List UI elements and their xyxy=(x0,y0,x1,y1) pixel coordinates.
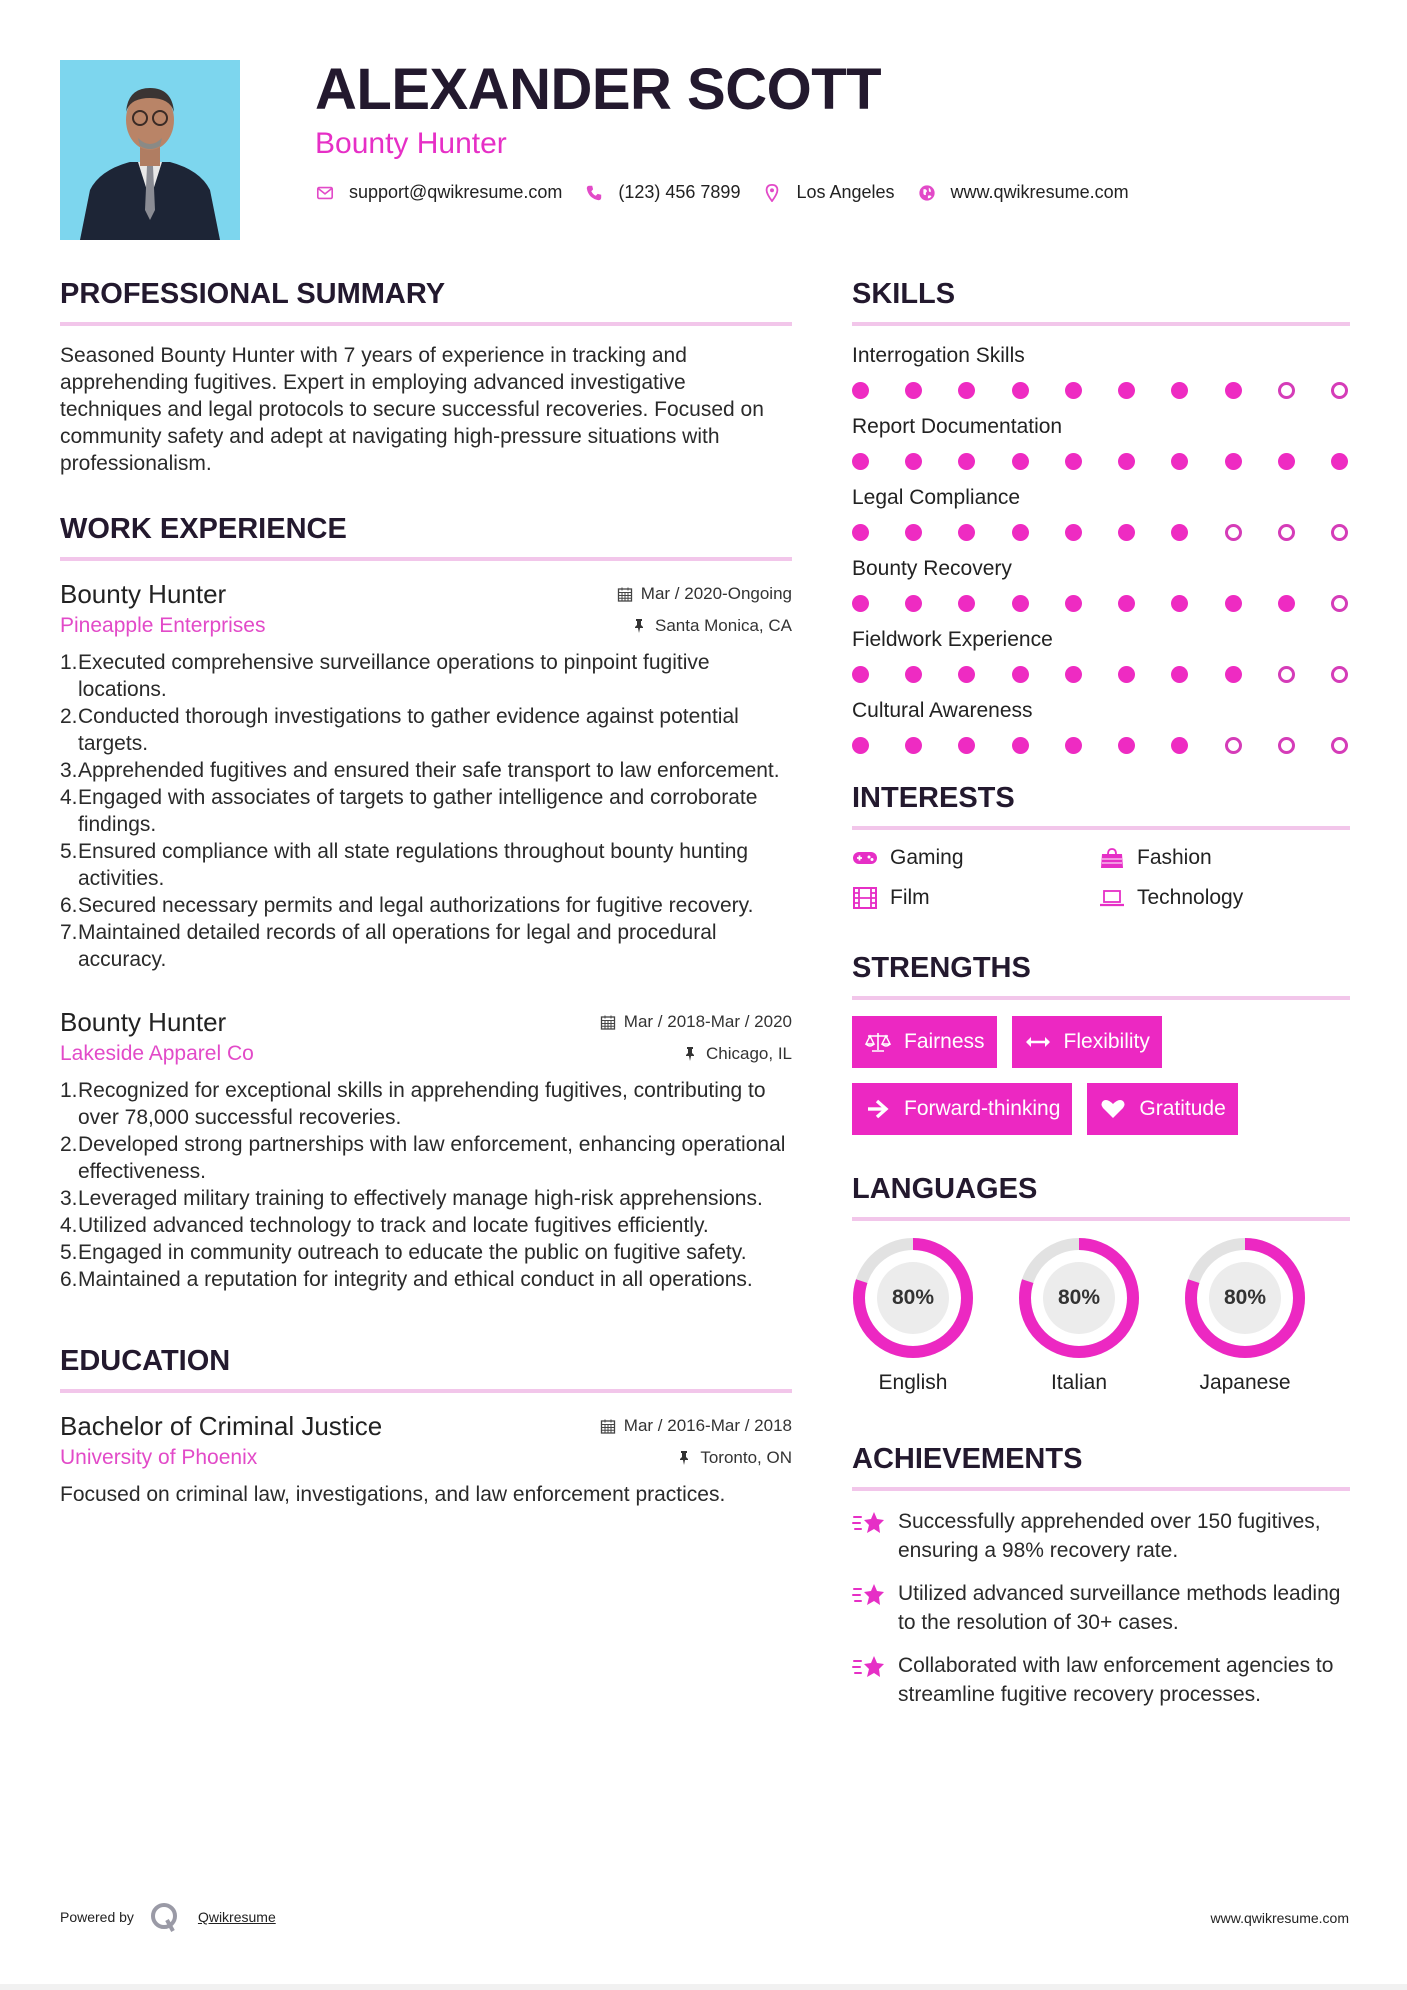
section-heading: STRENGTHS xyxy=(852,952,1031,984)
heart-icon xyxy=(1099,1098,1127,1120)
job-location xyxy=(631,616,792,636)
rating-dot-filled-icon xyxy=(1012,737,1029,754)
job-bullet: 1. Recognized for exceptional skills in apprehending fugitives, contributing to over 78,000 successful recoveries. xyxy=(60,1079,766,1129)
job-dates xyxy=(617,584,792,604)
interest-label: Technology xyxy=(1137,886,1244,909)
job-bullet: 5. Engaged in community outreach to educate the public on fugitive safety. xyxy=(60,1241,747,1264)
rating-dot-filled-icon xyxy=(852,737,869,754)
rating-dot-filled-icon xyxy=(1171,666,1188,683)
job-location xyxy=(682,1044,792,1064)
job-dates-text: Mar / 2020-Ongoing xyxy=(640,584,792,603)
section-divider xyxy=(852,1487,1350,1491)
section-heading: WORK EXPERIENCE xyxy=(60,513,347,545)
rating-dot-empty-icon xyxy=(1331,595,1348,612)
skill-rating xyxy=(852,524,1350,541)
left-column xyxy=(60,276,792,1508)
skill-item xyxy=(852,626,1350,683)
skill-rating xyxy=(852,453,1350,470)
language-item xyxy=(852,1237,974,1395)
education-dates-text: Mar / 2016-Mar / 2018 xyxy=(623,1416,792,1435)
strength-chip xyxy=(852,1083,1072,1135)
education-description: Focused on criminal law, investigations, and law enforcement practices. xyxy=(60,1483,726,1506)
strengths-section xyxy=(852,950,1350,1135)
strength-label: Gratitude xyxy=(1139,1097,1226,1120)
rating-dot-filled-icon xyxy=(1225,453,1242,470)
rating-dot-filled-icon xyxy=(1065,524,1082,541)
rating-dot-filled-icon xyxy=(1171,524,1188,541)
rating-dot-empty-icon xyxy=(1331,666,1348,683)
achievement-text: Collaborated with law enforcement agencies to streamline fugitive recovery processes. xyxy=(898,1654,1334,1706)
rating-dot-filled-icon xyxy=(852,666,869,683)
arrow-right-icon xyxy=(864,1098,892,1120)
contact-phone[interactable] xyxy=(584,182,740,203)
experience-section xyxy=(60,511,792,1293)
section-divider xyxy=(60,322,792,326)
language-item xyxy=(1184,1237,1306,1395)
rating-dot-filled-icon xyxy=(1278,595,1295,612)
job-dates xyxy=(600,1012,792,1032)
rating-dot-filled-icon xyxy=(1118,666,1135,683)
interest-item xyxy=(1099,886,1346,910)
rating-dot-filled-icon xyxy=(958,737,975,754)
language-name: English xyxy=(878,1371,948,1394)
skill-name: Cultural Awareness xyxy=(852,699,1033,722)
rating-dot-filled-icon xyxy=(1171,595,1188,612)
section-heading: PROFESSIONAL SUMMARY xyxy=(60,278,446,310)
qwikresume-logo-icon xyxy=(148,1900,182,1934)
rating-dot-filled-icon xyxy=(958,453,975,470)
map-pin-icon xyxy=(762,183,782,203)
candidate-name: ALEXANDER SCOTT xyxy=(315,57,882,122)
rating-dot-filled-icon xyxy=(1012,382,1029,399)
section-heading: EDUCATION xyxy=(60,1345,231,1377)
education-location xyxy=(676,1448,792,1468)
calendar-icon xyxy=(600,1418,616,1434)
strength-label: Fairness xyxy=(904,1030,985,1053)
job-company: Pineapple Enterprises xyxy=(60,614,266,637)
pushpin-icon xyxy=(631,618,647,634)
section-heading: INTERESTS xyxy=(852,782,1015,814)
person-portrait-icon xyxy=(60,60,240,240)
interest-item xyxy=(852,846,1099,870)
achievement-item xyxy=(852,1651,1350,1709)
interests-section xyxy=(852,780,1350,910)
skill-rating xyxy=(852,666,1350,683)
rating-dot-filled-icon xyxy=(1118,737,1135,754)
rating-dot-filled-icon xyxy=(1225,666,1242,683)
school-name: University of Phoenix xyxy=(60,1446,258,1469)
job-bullet: 3. Apprehended fugitives and ensured their safe transport to law enforcement. xyxy=(60,759,780,782)
interest-label: Gaming xyxy=(890,846,964,869)
shooting-star-icon xyxy=(852,1509,886,1539)
rating-dot-filled-icon xyxy=(958,382,975,399)
rating-dot-filled-icon xyxy=(1331,453,1348,470)
pushpin-icon xyxy=(682,1046,698,1062)
skill-item xyxy=(852,697,1350,754)
job-bullet: 4. Utilized advanced technology to track and locate fugitives efficiently. xyxy=(60,1214,709,1237)
film-icon xyxy=(852,887,878,909)
education-location-text: Toronto, ON xyxy=(700,1448,792,1467)
rating-dot-empty-icon xyxy=(1278,666,1295,683)
rating-dot-filled-icon xyxy=(905,595,922,612)
balance-scale-icon xyxy=(864,1031,892,1053)
languages-section xyxy=(852,1171,1350,1395)
job-bullet: 6. Maintained a reputation for integrity and ethical conduct in all operations. xyxy=(60,1268,753,1291)
summary-text: Seasoned Bounty Hunter with 7 years of experience in tracking and apprehending fugitives. Expert in employing advanced investigative techniques and legal protocols to secure successful recoveries. Focused on community safety and adept at navigating high-pressure situations with professionalism. xyxy=(60,344,764,475)
contact-website[interactable] xyxy=(917,182,1129,203)
rating-dot-filled-icon xyxy=(1118,453,1135,470)
rating-dot-filled-icon xyxy=(1118,595,1135,612)
job-entry xyxy=(60,577,792,973)
rating-dot-filled-icon xyxy=(1225,595,1242,612)
language-progress-ring xyxy=(1184,1237,1306,1359)
rating-dot-filled-icon xyxy=(1065,666,1082,683)
job-bullet: 7. Maintained detailed records of all operations for legal and procedural accuracy. xyxy=(60,921,717,971)
rating-dot-filled-icon xyxy=(905,453,922,470)
job-bullet: 3. Leveraged military training to effectively manage high-risk apprehensions. xyxy=(60,1187,763,1210)
degree-title: Bachelor of Criminal Justice xyxy=(60,1411,383,1441)
rating-dot-filled-icon xyxy=(1171,737,1188,754)
phone-icon xyxy=(584,183,604,203)
language-percent: 80% xyxy=(1057,1286,1101,1309)
rating-dot-filled-icon xyxy=(905,737,922,754)
job-bullet: 6. Secured necessary permits and legal authorizations for fugitive recovery. xyxy=(60,894,754,917)
rating-dot-filled-icon xyxy=(1065,382,1082,399)
rating-dot-filled-icon xyxy=(1118,382,1135,399)
section-heading: ACHIEVEMENTS xyxy=(852,1443,1083,1475)
skill-item xyxy=(852,413,1350,470)
candidate-title: Bounty Hunter xyxy=(315,127,507,160)
rating-dot-filled-icon xyxy=(852,595,869,612)
rating-dot-filled-icon xyxy=(1171,382,1188,399)
rating-dot-empty-icon xyxy=(1278,382,1295,399)
job-dates-text: Mar / 2018-Mar / 2020 xyxy=(623,1012,792,1031)
rating-dot-empty-icon xyxy=(1278,737,1295,754)
skill-name: Report Documentation xyxy=(852,415,1063,438)
language-percent: 80% xyxy=(891,1286,935,1309)
globe-icon xyxy=(917,183,937,203)
skill-name: Fieldwork Experience xyxy=(852,628,1053,651)
rating-dot-filled-icon xyxy=(852,453,869,470)
job-bullets xyxy=(60,1077,792,1293)
section-heading: LANGUAGES xyxy=(852,1173,1038,1205)
achievement-text: Utilized advanced surveillance methods leading to the resolution of 30+ cases. xyxy=(898,1582,1341,1634)
gamepad-icon xyxy=(852,847,878,869)
interest-item xyxy=(852,886,1099,910)
rating-dot-empty-icon xyxy=(1225,524,1242,541)
job-company: Lakeside Apparel Co xyxy=(60,1042,254,1065)
shooting-star-icon xyxy=(852,1653,886,1683)
rating-dot-empty-icon xyxy=(1225,737,1242,754)
rating-dot-filled-icon xyxy=(1118,524,1135,541)
rating-dot-filled-icon xyxy=(852,524,869,541)
job-title: Bounty Hunter xyxy=(60,1007,227,1037)
skill-name: Legal Compliance xyxy=(852,486,1021,509)
powered-by-label: Powered by xyxy=(60,1909,134,1925)
language-name: Italian xyxy=(1050,1371,1108,1394)
job-entry xyxy=(60,1005,792,1293)
section-divider xyxy=(852,1217,1350,1221)
rating-dot-empty-icon xyxy=(1278,524,1295,541)
job-bullet: 5. Ensured compliance with all state regulations throughout bounty hunting activities. xyxy=(60,840,749,890)
rating-dot-filled-icon xyxy=(905,524,922,541)
rating-dot-filled-icon xyxy=(1278,453,1295,470)
contact-location-text: Los Angeles xyxy=(796,182,895,202)
summary-section xyxy=(60,276,792,477)
contact-location xyxy=(762,182,894,203)
achievement-item xyxy=(852,1507,1350,1565)
interest-label: Fashion xyxy=(1137,846,1212,869)
job-location-text: Chicago, IL xyxy=(706,1044,792,1063)
skill-rating xyxy=(852,595,1350,612)
job-bullet: 2. Developed strong partnerships with law enforcement, enhancing operational effectiveness. xyxy=(60,1133,786,1183)
rating-dot-filled-icon xyxy=(1012,666,1029,683)
language-percent: 80% xyxy=(1223,1286,1267,1309)
pushpin-icon xyxy=(676,1450,692,1466)
skills-section xyxy=(852,276,1350,754)
section-divider xyxy=(852,826,1350,830)
language-name: Japanese xyxy=(1199,1371,1291,1394)
rating-dot-filled-icon xyxy=(1012,453,1029,470)
rating-dot-filled-icon xyxy=(1012,524,1029,541)
skills-list xyxy=(852,342,1350,754)
language-item xyxy=(1018,1237,1140,1395)
contact-bar xyxy=(315,182,1355,203)
rating-dot-filled-icon xyxy=(1171,453,1188,470)
section-divider xyxy=(60,1389,792,1393)
rating-dot-filled-icon xyxy=(958,666,975,683)
contact-website-text: www.qwikresume.com xyxy=(950,182,1129,202)
footer-website[interactable]: www.qwikresume.com xyxy=(1210,1910,1349,1926)
job-bullet: 4. Engaged with associates of targets to gather intelligence and corroborate findings. xyxy=(60,786,758,836)
skill-rating xyxy=(852,737,1350,754)
profile-photo xyxy=(60,60,240,240)
achievement-text: Successfully apprehended over 150 fugitives, ensuring a 98% recovery rate. xyxy=(898,1510,1321,1562)
achievements-section xyxy=(852,1441,1350,1709)
rating-dot-filled-icon xyxy=(852,382,869,399)
rating-dot-filled-icon xyxy=(1065,595,1082,612)
education-section xyxy=(60,1343,792,1508)
shooting-star-icon xyxy=(852,1581,886,1611)
shopping-bag-icon xyxy=(1099,847,1125,869)
skill-item xyxy=(852,484,1350,541)
section-divider xyxy=(852,996,1350,1000)
skill-name: Interrogation Skills xyxy=(852,344,1025,367)
right-column xyxy=(852,276,1350,1723)
job-location-text: Santa Monica, CA xyxy=(654,616,792,635)
rating-dot-filled-icon xyxy=(958,524,975,541)
resume-header xyxy=(315,56,1355,203)
envelope-icon xyxy=(315,183,335,203)
calendar-icon xyxy=(600,1014,616,1030)
language-progress-ring xyxy=(852,1237,974,1359)
strength-label: Flexibility xyxy=(1063,1030,1150,1053)
job-bullets xyxy=(60,649,792,973)
education-dates xyxy=(600,1416,792,1436)
job-bullet: 1. Executed comprehensive surveillance operations to pinpoint fugitive locations. xyxy=(60,651,710,701)
contact-email[interactable] xyxy=(315,182,562,203)
interest-item xyxy=(1099,846,1346,870)
rating-dot-filled-icon xyxy=(1065,453,1082,470)
languages-list xyxy=(852,1237,1350,1395)
section-divider xyxy=(60,557,792,561)
interests-grid xyxy=(852,846,1350,910)
calendar-icon xyxy=(617,586,633,602)
rating-dot-empty-icon xyxy=(1331,737,1348,754)
rating-dot-empty-icon xyxy=(1331,524,1348,541)
footer-powered-by xyxy=(60,1900,276,1934)
job-bullet: 2. Conducted thorough investigations to gather evidence against potential targets. xyxy=(60,705,739,755)
skill-name: Bounty Recovery xyxy=(852,557,1012,580)
job-title: Bounty Hunter xyxy=(60,579,227,609)
qwikresume-link[interactable]: Qwikresume xyxy=(197,1909,276,1925)
rating-dot-filled-icon xyxy=(958,595,975,612)
language-progress-ring xyxy=(1018,1237,1140,1359)
arrows-horizontal-icon xyxy=(1024,1031,1052,1053)
interest-label: Film xyxy=(890,886,930,909)
rating-dot-empty-icon xyxy=(1331,382,1348,399)
rating-dot-filled-icon xyxy=(905,382,922,399)
contact-phone-text: (123) 456 7899 xyxy=(618,182,741,202)
strengths-list xyxy=(852,1016,1350,1135)
achievement-item xyxy=(852,1579,1350,1637)
strength-chip xyxy=(852,1016,997,1068)
rating-dot-filled-icon xyxy=(1012,595,1029,612)
rating-dot-filled-icon xyxy=(1225,382,1242,399)
section-heading: SKILLS xyxy=(852,278,956,310)
page-bottom-edge xyxy=(0,1984,1407,1990)
skill-item xyxy=(852,342,1350,399)
contact-email-text: support@qwikresume.com xyxy=(349,182,563,202)
skill-item xyxy=(852,555,1350,612)
laptop-icon xyxy=(1099,887,1125,909)
rating-dot-filled-icon xyxy=(905,666,922,683)
section-divider xyxy=(852,322,1350,326)
strength-chip xyxy=(1012,1016,1162,1068)
rating-dot-filled-icon xyxy=(1065,737,1082,754)
strength-chip xyxy=(1087,1083,1237,1135)
skill-rating xyxy=(852,382,1350,399)
strength-label: Forward-thinking xyxy=(904,1097,1061,1120)
